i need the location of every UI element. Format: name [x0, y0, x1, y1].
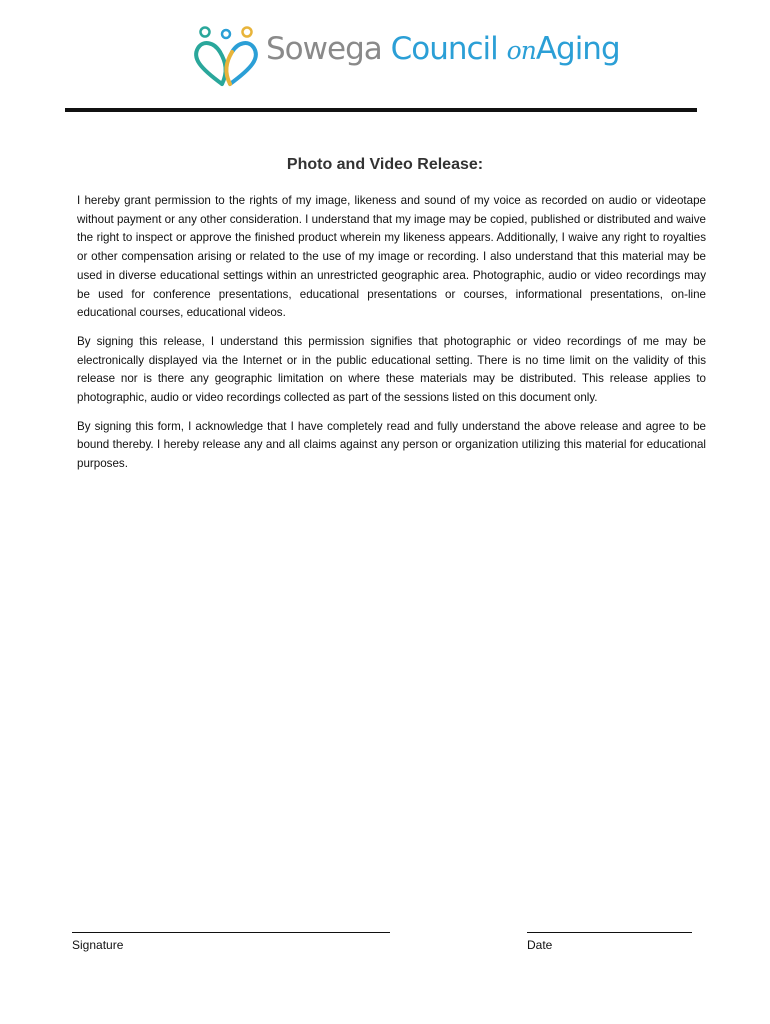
header-divider [65, 108, 697, 112]
logo-word-aging: Aging [535, 31, 620, 67]
heart-people-icon [190, 22, 262, 88]
date-line[interactable] [527, 932, 692, 933]
date-label: Date [527, 938, 553, 952]
logo-word-council: Council [390, 31, 498, 67]
signature-line[interactable] [72, 932, 390, 933]
release-paragraph-1: I hereby grant permission to the rights of my image, likeness and sound of my voice as recorded on audio or videotape without payment or any other consideration. I understand that my image may be copied, published or distributed and waive the right to inspect or approve the finished product wherein my likeness appears. Additionally, I waive any right to royalties or other compensation arising or related to the use of my image or recording. I also understand that this material may be used in diverse educational settings within an unrestricted geographic area. Photographic, audio or video recordings may be used for conference presentations, educational presentations or courses, informational presentations, on-line educational courses, educational videos. [77, 194, 707, 320]
release-paragraph-2: By signing this release, I understand this permission signifies that photographic or video recordings of me may be electronically displayed via the Internet or in the public educational setting. There is no time limit on the validity of this release nor is there any geographic limitation on where these materials may be distributed. This release applies to photographic, audio or video recordings collected as part of the sessions listed on this document only. [77, 334, 706, 405]
document-title: Photo and Video Release: [286, 156, 484, 173]
logo-word-sowega: Sowega [266, 31, 382, 67]
release-paragraph-3: By signing this form, I acknowledge that I have completely read and fully understand the above release and agree to be bound thereby. I hereby release any and all claims against any person or organization utilizing this material for educational purposes. [77, 419, 706, 471]
logo-word-on: on [506, 36, 536, 65]
signature-label: Signature [72, 938, 124, 952]
release-body [77, 192, 706, 484]
organization-logo [190, 22, 620, 92]
logo-wordmark [266, 31, 620, 67]
